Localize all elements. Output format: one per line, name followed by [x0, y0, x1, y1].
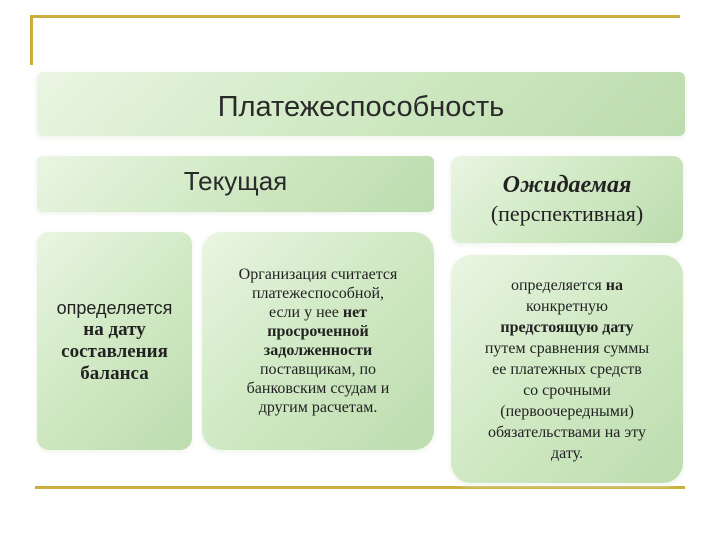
condition-line-3a: если у нее [268, 304, 343, 321]
expected-line-1a: определяется [510, 276, 606, 294]
current-box [37, 156, 434, 212]
expected-line-5: ее платежных средств [492, 360, 642, 378]
expected-sublabel: (перспективная) [490, 201, 644, 226]
frame-bottom-line [35, 486, 685, 489]
condition-line-5: задолженности [263, 342, 373, 359]
expected-line-2: конкретную [526, 297, 608, 315]
expected-line-3: предстоящую дату [500, 318, 634, 336]
expected-line-6: со срочными [523, 381, 611, 399]
frame-left-line [30, 15, 33, 65]
condition-line-3b: нет [342, 304, 368, 321]
current-label: Текущая [183, 166, 288, 196]
expected-definition-box [451, 255, 683, 483]
condition-line-8: другим расчетам. [258, 399, 378, 416]
condition-line-6: поставщикам, по [259, 361, 377, 378]
condition-line-2: платежеспособной, [251, 285, 385, 302]
expected-line-4: путем сравнения суммы [484, 339, 650, 357]
current-date-line-3: составления [61, 341, 168, 362]
expected-line-8: обязательствами на эту [487, 423, 647, 441]
current-date-line-2: на дату [83, 319, 146, 340]
expected-line-7: (первоочередными) [500, 402, 634, 420]
title-box [37, 72, 685, 136]
current-condition-box [202, 232, 434, 450]
current-date-line-4: баланса [80, 363, 149, 384]
condition-line-1: Организация считается [238, 266, 398, 283]
title-text: Платежеспособность [217, 90, 505, 123]
expected-label: Ожидаемая [502, 172, 632, 198]
expected-line-1b: на [605, 276, 623, 294]
expected-box [451, 156, 683, 243]
condition-line-7: банковским ссудам и [246, 380, 390, 397]
expected-line-9: дату. [550, 444, 583, 462]
current-date-line-1: определяется [56, 298, 173, 318]
condition-line-3 [269, 303, 367, 322]
current-date-box [37, 232, 192, 450]
frame-top-line [30, 15, 680, 18]
expected-line-1 [511, 275, 623, 296]
condition-line-4: просроченной [267, 323, 369, 340]
